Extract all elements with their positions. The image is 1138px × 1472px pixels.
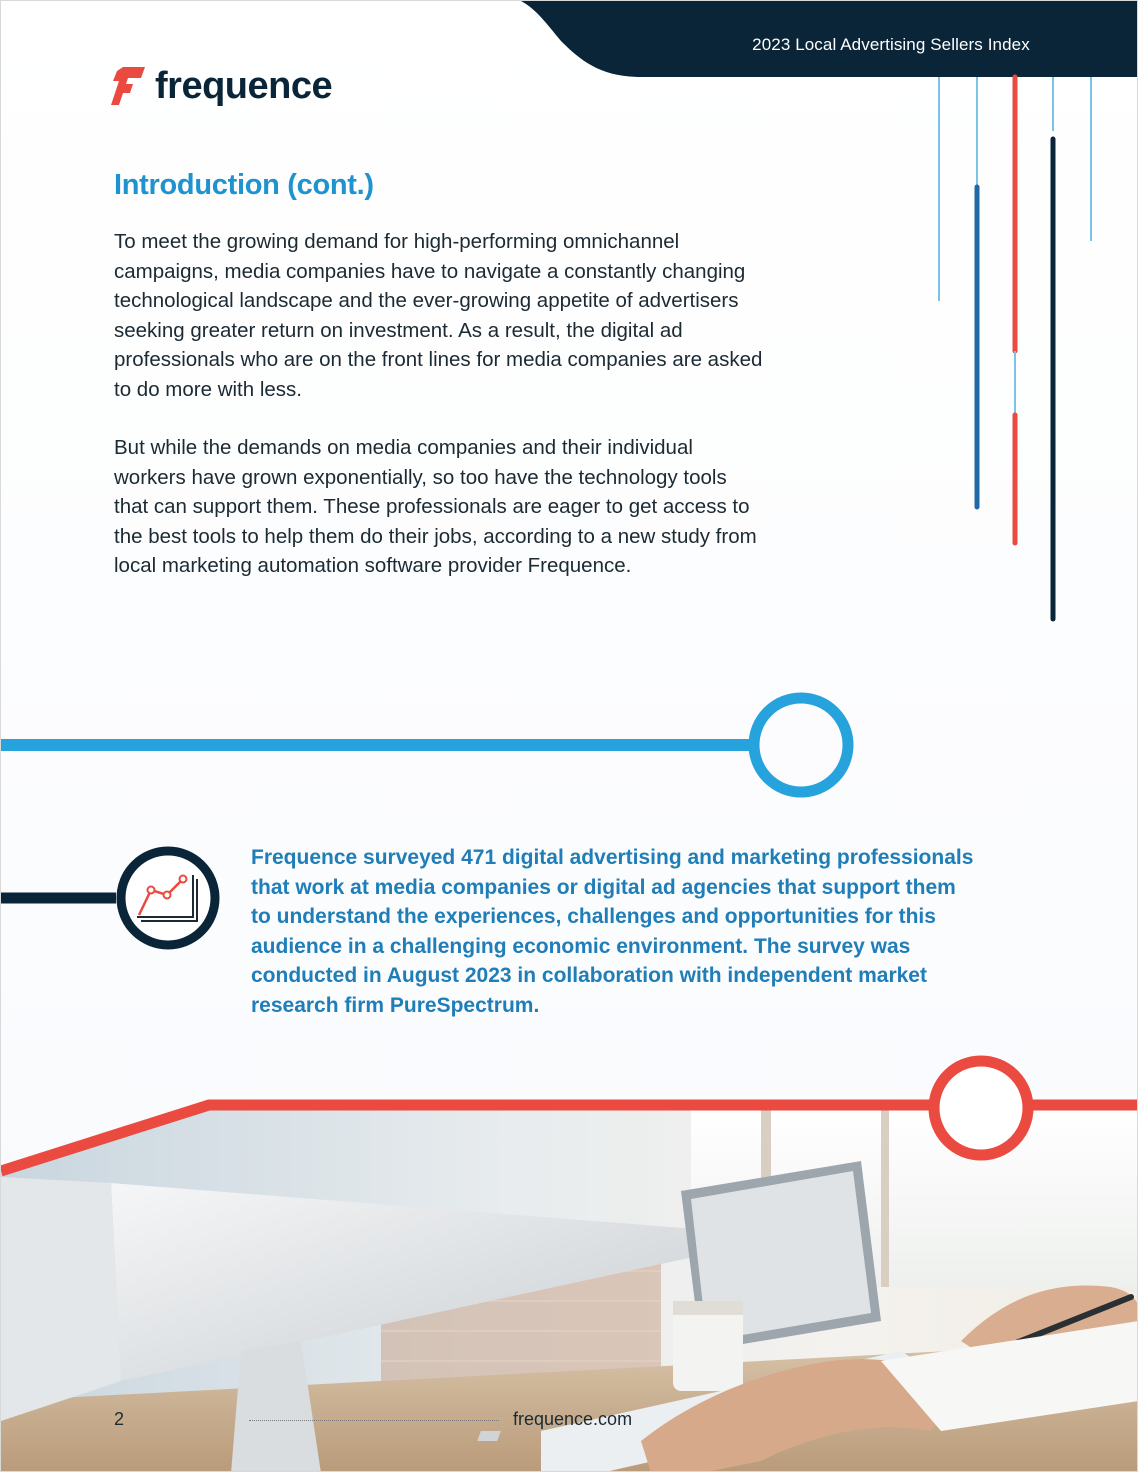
logo-wordmark: frequence xyxy=(155,64,333,107)
intro-paragraph-1: To meet the growing demand for high-performing omnichannel campaigns, media companies have to navigate a constantly changing technological landscape and the ever-growing appetite of advertisers seeking greater return on investment. As a result, the digital ad professionals who are on the front lines for media companies are asked to do more with less. xyxy=(114,230,763,401)
frequence-logo-icon xyxy=(111,65,147,107)
page-number: 2 xyxy=(114,1409,125,1429)
header-title: 2023 Local Advertising Sellers Index xyxy=(752,35,1030,54)
survey-callout: Frequence surveyed 471 digital advertising and marketing professionals that work at media companies or digital ad agencies that support them to understand the experiences, challenges and opportunities for this audience in a challenging economic environment. The survey was conducted in August 2023 in collaboration with independent market research firm PureSpectrum. xyxy=(251,846,974,1017)
footer-divider xyxy=(249,1420,499,1421)
frequence-logo[interactable] xyxy=(111,63,332,109)
section-title: Introduction (cont.) xyxy=(114,169,374,201)
intro-paragraph-2: But while the demands on media companies and their individual workers have grown exponentially, so too have the technology tools that can support them. These professionals are eager to get access to the best tools to help them do their jobs, according to a new study from local marketing automation software provider Frequence. xyxy=(114,436,757,578)
page-footer xyxy=(1,1401,1138,1441)
footer-url-link[interactable]: frequence.com xyxy=(513,1409,633,1429)
line-chart-icon xyxy=(115,845,221,951)
